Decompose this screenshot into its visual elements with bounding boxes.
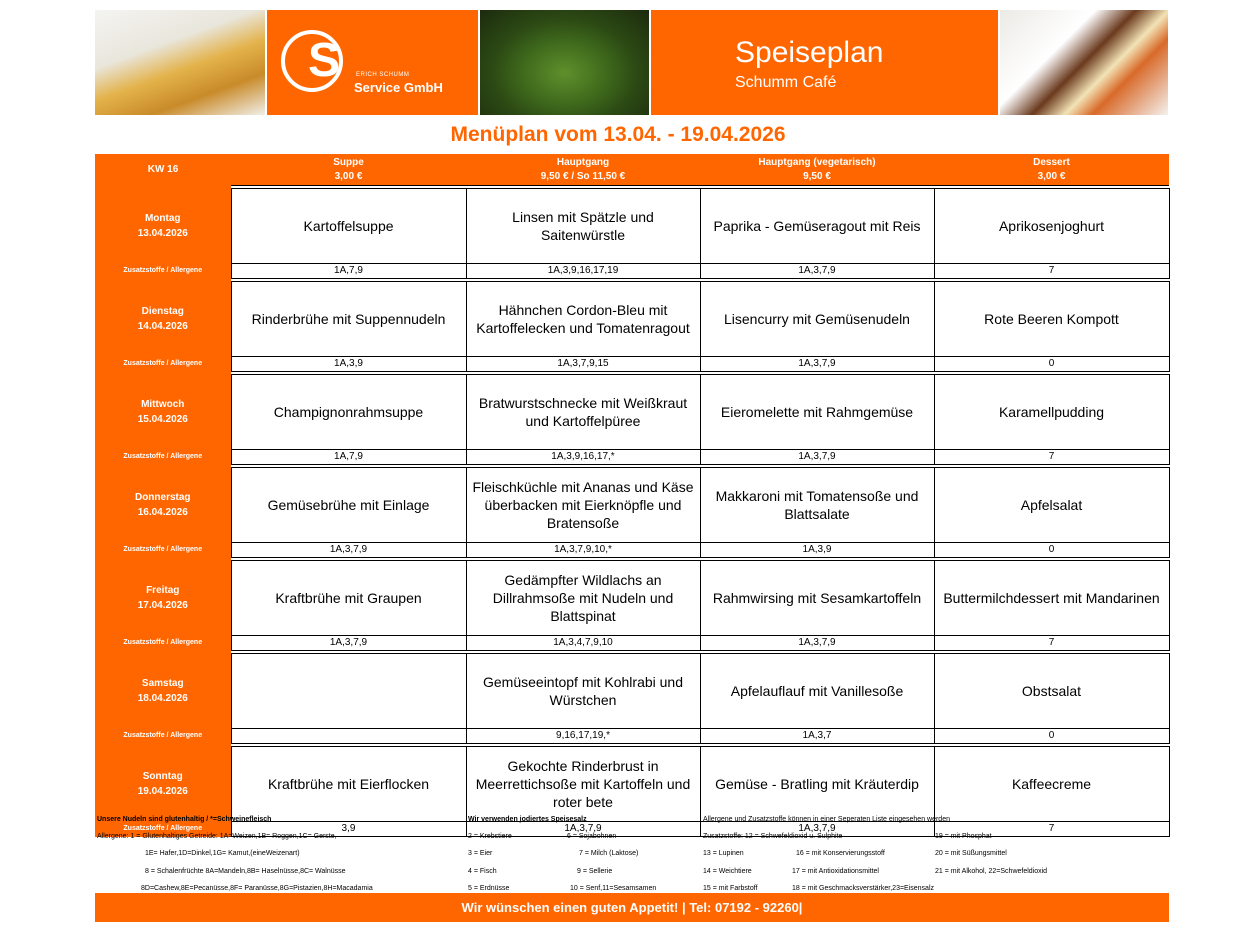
allergen-row: [95, 357, 1169, 372]
allergen-row: [95, 729, 1169, 744]
soup-allergens: 1A,3,7,9: [231, 543, 466, 558]
day-date: 14.04.2026: [137, 321, 188, 332]
menu-table: [95, 154, 1170, 837]
dessert-cell: Rote Beeren Kompott: [934, 282, 1169, 357]
day-row: [95, 654, 1169, 729]
day-date: 13.04.2026: [137, 228, 188, 239]
vegetarian-dish-allergens: 1A,3,7,9: [700, 822, 934, 837]
dessert-cell: Obstsalat: [934, 654, 1169, 729]
day-date: 18.04.2026: [137, 693, 188, 704]
footer-salt-note: Wir verwenden jodiertes Speisesalz: [468, 816, 587, 823]
column-vegetarian-name: Hauptgang (vegetarisch): [758, 156, 876, 168]
logo-circle-icon: S: [281, 30, 343, 92]
allergen-row-label: Zusatzstoffe / Allergene: [95, 636, 231, 651]
day-row: [95, 189, 1169, 264]
soup-cell: Kartoffelsuppe: [231, 189, 466, 264]
additive-19: 19 = mit Phosphat: [935, 833, 992, 840]
column-dessert-name: Dessert: [1033, 156, 1070, 168]
day-name: Freitag: [146, 585, 180, 596]
dessert-allergens: 7: [934, 264, 1169, 279]
main-dish-allergens: 9,16,17,19,*: [466, 729, 700, 744]
footer-allergens-line-1: Allergene: 1 = Glutenhaltiges Getreide: 1A=Weizen,1B= Roggen,1C= Gerste,: [97, 833, 337, 840]
soup-cell: Rinderbrühe mit Suppennudeln: [231, 282, 466, 357]
additive-17: 17 = mit Antioxidationsmittel: [792, 868, 879, 875]
dessert-allergens: 7: [934, 822, 1169, 837]
food-photo-meatballs: [1000, 10, 1168, 115]
vegetarian-dish-allergens: 1A,3,7,9: [700, 450, 934, 465]
allergen-3: 3 = Eier: [468, 850, 493, 857]
footer-allergens-line-4: 8D=Cashew,8E=Pecanüsse,8F= Paranüsse,8G=Pistazien,8H=Macadamia: [141, 885, 373, 892]
allergen-row: [95, 450, 1169, 465]
column-soup-price: 3,00 €: [334, 170, 363, 182]
day-row: [95, 747, 1169, 822]
additive-16: 16 = mit Konservierungsstoff: [796, 850, 885, 857]
soup-allergens: 1A,7,9: [231, 450, 466, 465]
dessert-cell: Aprikosenjoghurt: [934, 189, 1169, 264]
additive-20: 20 = mit Süßungsmittel: [935, 850, 1007, 857]
additive-13: 13 = Lupinen: [703, 850, 744, 857]
main-dish-cell: Gemüseeintopf mit Kohlrabi und Würstchen: [466, 654, 700, 729]
column-dessert: [934, 154, 1169, 186]
day-name: Sonntag: [142, 771, 183, 782]
company-logo: [267, 10, 478, 115]
vegetarian-dish-cell: Makkaroni mit Tomatensoße und Blattsalate: [700, 468, 934, 543]
main-dish-cell: Gedämpfter Wildlachs an Dillrahmsoße mit Nudeln und Blattspinat: [466, 561, 700, 636]
table-header-row: [95, 154, 1169, 186]
day-date: 17.04.2026: [137, 600, 188, 611]
main-dish-allergens: 1A,3,7,9,10,*: [466, 543, 700, 558]
additive-14: 14 = Weichtiere: [703, 868, 752, 875]
day-name: Mittwoch: [141, 399, 185, 410]
column-dessert-price: 3,00 €: [1037, 170, 1066, 182]
soup-cell: Kraftbrühe mit Graupen: [231, 561, 466, 636]
column-vegetarian-price: 9,50 €: [803, 170, 831, 182]
soup-allergens: 1A,3,9: [231, 357, 466, 372]
day-label: [95, 189, 231, 264]
day-row: [95, 468, 1169, 543]
vegetarian-dish-cell: Eieromelette mit Rahmgemüse: [700, 375, 934, 450]
vegetarian-dish-allergens: 1A,3,7,9: [700, 264, 934, 279]
allergen-row: [95, 264, 1169, 279]
day-name: Dienstag: [141, 306, 184, 317]
allergen-row: [95, 636, 1169, 651]
dessert-cell: Apfelsalat: [934, 468, 1169, 543]
additive-21: 21 = mit Alkohol, 22=Schwefeldioxid: [935, 868, 1048, 875]
main-dish-allergens: 1A,3,9,16,17,*: [466, 450, 700, 465]
main-dish-allergens: 1A,3,4,7,9,10: [466, 636, 700, 651]
allergen-row-label: Zusatzstoffe / Allergene: [95, 264, 231, 279]
soup-allergens: [231, 729, 466, 744]
dessert-cell: Karamellpudding: [934, 375, 1169, 450]
dessert-cell: Buttermilchdessert mit Mandarinen: [934, 561, 1169, 636]
week-label: KW 16: [95, 154, 231, 186]
dessert-allergens: 0: [934, 729, 1169, 744]
vegetarian-dish-allergens: 1A,3,7,9: [700, 636, 934, 651]
day-label: [95, 468, 231, 543]
allergen-5: 5 = Erdnüsse: [468, 885, 510, 892]
food-photo-pancakes: [95, 10, 265, 115]
vegetarian-dish-cell: Apfelauflauf mit Vanillesoße: [700, 654, 934, 729]
dessert-cell: Kaffeecreme: [934, 747, 1169, 822]
title-box: [651, 10, 998, 115]
day-date: 19.04.2026: [137, 786, 188, 797]
vegetarian-dish-cell: Paprika - Gemüseragout mit Reis: [700, 189, 934, 264]
dessert-allergens: 0: [934, 543, 1169, 558]
day-name: Donnerstag: [134, 492, 191, 503]
allergen-row-label: Zusatzstoffe / Allergene: [95, 822, 231, 837]
main-dish-allergens: 1A,3,7,9: [466, 822, 700, 837]
dessert-allergens: 7: [934, 636, 1169, 651]
vegetarian-dish-allergens: 1A,3,9: [700, 543, 934, 558]
page-subtitle: Schumm Café: [735, 74, 837, 91]
bottom-bar: Wir wünschen einen guten Appetit! | Tel: 07192 - 92260|: [95, 893, 1169, 922]
soup-cell: Champignonrahmsuppe: [231, 375, 466, 450]
additive-18: 18 = mit Geschmacksverstärker,23=Eisensalz: [792, 885, 935, 892]
day-label: [95, 561, 231, 636]
soup-allergens: 1A,7,9: [231, 264, 466, 279]
day-label: [95, 375, 231, 450]
soup-cell: Kraftbrühe mit Eierflocken: [231, 747, 466, 822]
food-photo-salad: [480, 10, 649, 115]
vegetarian-dish-cell: Lisencurry mit Gemüsenudeln: [700, 282, 934, 357]
allergen-row-label: Zusatzstoffe / Allergene: [95, 357, 231, 372]
soup-cell: Gemüsebrühe mit Einlage: [231, 468, 466, 543]
allergen-6: 6 = Sojabohnen: [567, 833, 617, 840]
day-name: Montag: [144, 213, 181, 224]
main-dish-cell: Fleischküchle mit Ananas und Käse überbacken mit Eierknöpfle und Bratensoße: [466, 468, 700, 543]
allergen-9: 9 = Sellerie: [577, 868, 613, 875]
vegetarian-dish-cell: Gemüse - Bratling mit Kräuterdip: [700, 747, 934, 822]
main-dish-cell: Gekochte Rinderbrust in Meerrettichsoße mit Kartoffeln und roter bete: [466, 747, 700, 822]
column-main-name: Hauptgang: [556, 156, 610, 168]
footer-noodles-note: Unsere Nudeln sind glutenhaltig / *=Schweinefleisch: [97, 816, 272, 823]
column-main-price: 9,50 € / So 11,50 €: [540, 170, 626, 182]
additive-15: 15 = mit Farbstoff: [703, 885, 758, 892]
footer-allergens-line-3: 8 = Schalenfrüchte 8A=Mandeln,8B= Haselnüsse,8C= Walnüsse: [145, 868, 346, 875]
column-soup-name: Suppe: [333, 156, 364, 168]
vegetarian-dish-allergens: 1A,3,7: [700, 729, 934, 744]
soup-allergens: 3,9: [231, 822, 466, 837]
dessert-allergens: 7: [934, 450, 1169, 465]
footer-allergens-line-2: 1E= Hafer,1D=Dinkel,1G= Kamut,(eineWeizenart): [145, 850, 300, 857]
main-dish-cell: Hähnchen Cordon-Bleu mit Kartoffelecken und Tomatenragout: [466, 282, 700, 357]
vegetarian-dish-cell: Rahmwirsing mit Sesamkartoffeln: [700, 561, 934, 636]
logo-small-text: ERICH SCHUMM: [356, 72, 410, 78]
allergen-4: 4 = Fisch: [468, 868, 497, 875]
allergen-2: 2 = Krebstiere: [468, 833, 512, 840]
day-label: [95, 654, 231, 729]
main-dish-cell: Linsen mit Spätzle und Saitenwürstle: [466, 189, 700, 264]
column-soup: [231, 154, 466, 186]
main-dish-allergens: 1A,3,7,9,15: [466, 357, 700, 372]
column-vegetarian: [700, 154, 934, 186]
menu-title: Menüplan vom 13.04. - 19.04.2026: [450, 123, 786, 146]
day-date: 16.04.2026: [137, 507, 188, 518]
allergen-row: [95, 543, 1169, 558]
allergen-row-label: Zusatzstoffe / Allergene: [95, 450, 231, 465]
day-date: 15.04.2026: [137, 414, 188, 425]
page-title: Speiseplan: [735, 36, 884, 69]
day-row: [95, 282, 1169, 357]
day-row: [95, 375, 1169, 450]
soup-allergens: 1A,3,7,9: [231, 636, 466, 651]
day-row: [95, 561, 1169, 636]
additive-12: Zusatzstoffe: 12 = Schwefeldioxid u. Sulphite: [703, 833, 843, 840]
day-label: [95, 747, 231, 822]
day-name: Samstag: [141, 678, 184, 689]
dessert-allergens: 0: [934, 357, 1169, 372]
vegetarian-dish-allergens: 1A,3,7,9: [700, 357, 934, 372]
allergen-row-label: Zusatzstoffe / Allergene: [95, 729, 231, 744]
allergen-10: 10 = Senf,11=Sesamsamen: [570, 885, 657, 892]
day-label: [95, 282, 231, 357]
allergen-7: 7 = Milch (Laktose): [579, 850, 639, 857]
logo-company-name: Service GmbH: [354, 80, 443, 95]
column-main: [466, 154, 700, 186]
footer-separate-list-note: Allergene und Zusatzstoffe können in einer Seperaten Liste eingesehen werden: [703, 816, 950, 823]
main-dish-allergens: 1A,3,9,16,17,19: [466, 264, 700, 279]
soup-cell: [231, 654, 466, 729]
allergen-row-label: Zusatzstoffe / Allergene: [95, 543, 231, 558]
main-dish-cell: Bratwurstschnecke mit Weißkraut und Kartoffelpüree: [466, 375, 700, 450]
